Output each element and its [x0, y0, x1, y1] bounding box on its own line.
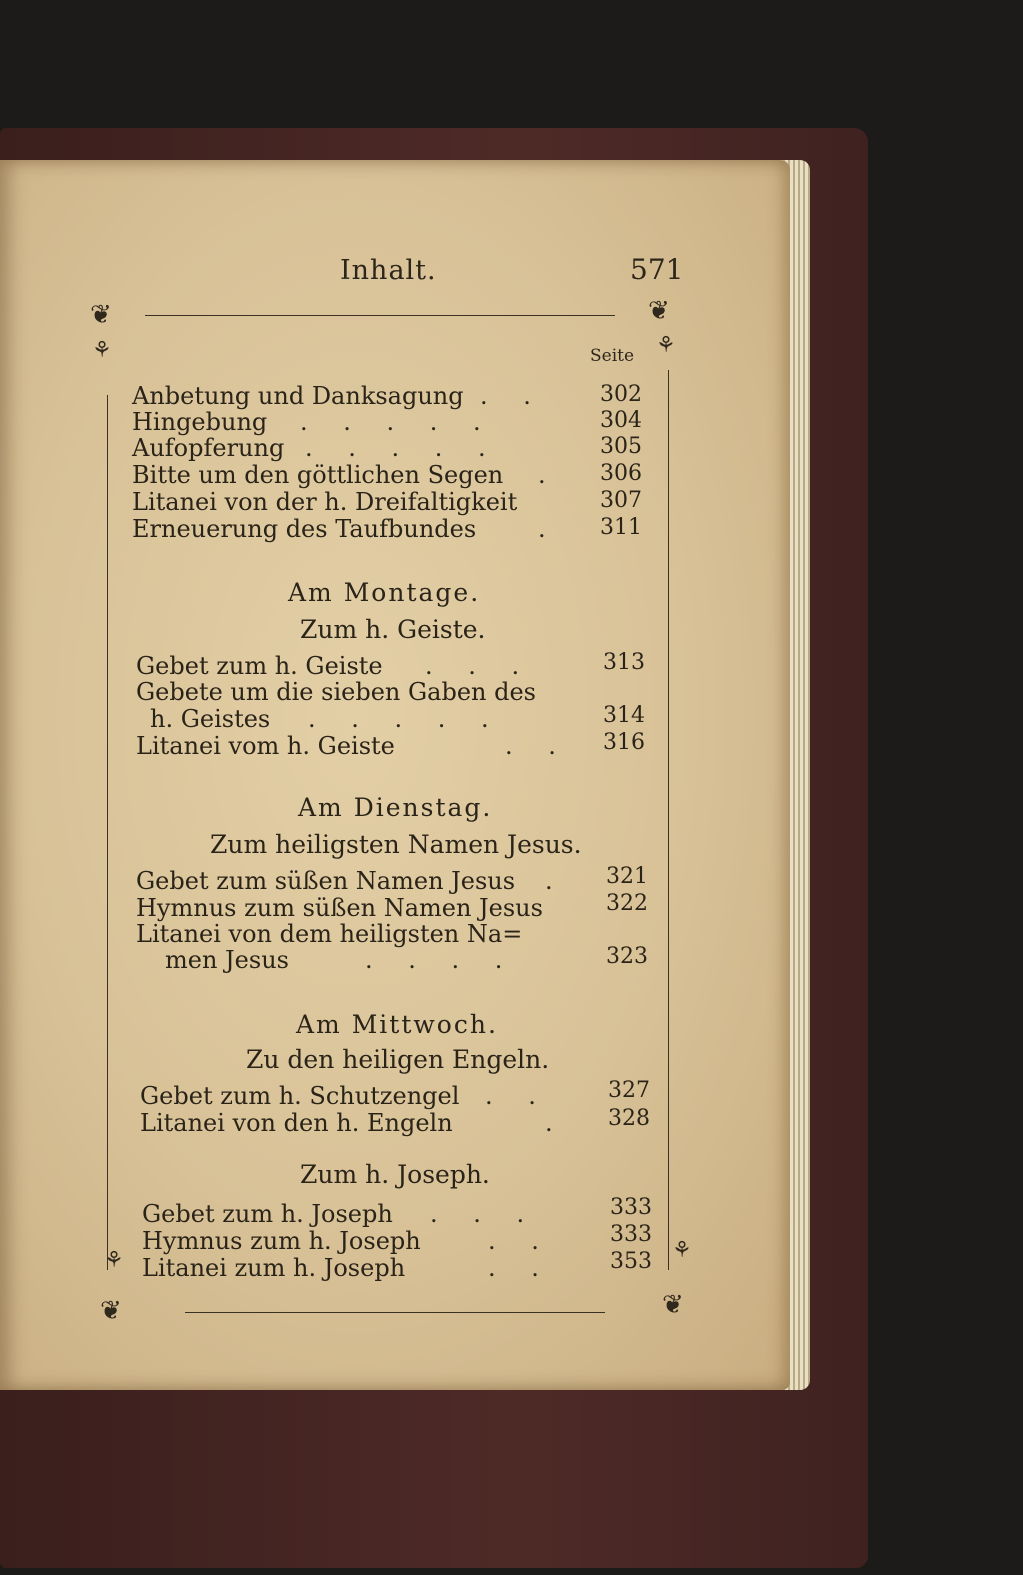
toc-entry-title: Gebet zum süßen Namen Jesus [136, 867, 516, 895]
section-subheading-montag: Zum h. Geiste. [300, 615, 486, 644]
vine-ornament-top-left-icon: ⚘ [92, 338, 112, 363]
toc-entry-title: Litanei von den h. Engeln [140, 1109, 453, 1137]
corner-ornament-top-right-icon: ❦ [648, 296, 670, 326]
toc-entry-page: 311 [600, 515, 642, 540]
toc-entry-page: 314 [603, 703, 645, 728]
toc-entry-title: Litanei zum h. Joseph [142, 1254, 406, 1282]
toc-entry-page: 333 [610, 1222, 652, 1247]
toc-entry-title: Litanei von der h. Dreifaltigkeit [132, 488, 518, 516]
toc-entry-page: 327 [608, 1078, 650, 1103]
toc-entry-page: 328 [608, 1106, 650, 1131]
toc-entry-page: 316 [603, 730, 645, 755]
toc-entry-title: Gebet zum h. Schutzengel [140, 1082, 460, 1110]
toc-entry-title: Hingebung [132, 408, 268, 436]
toc-entry-leader: . [545, 1109, 567, 1137]
toc-entry-leader: . . [505, 732, 570, 760]
running-title: Inhalt. [340, 255, 437, 286]
toc-entry-page: 304 [600, 408, 642, 433]
toc-entry-page: 321 [606, 864, 648, 889]
section-subheading-mittwoch: Zu den heiligen Engeln. [246, 1045, 550, 1074]
toc-entry-leader: . . . [425, 652, 534, 680]
toc-entry-page: 313 [603, 650, 645, 675]
frame-left-rule [107, 395, 108, 1270]
toc-entry-leader: . . . . . [300, 408, 495, 436]
toc-entry-leader: . . . . . [308, 705, 503, 733]
toc-entry-page: 322 [606, 891, 648, 916]
frame-bottom-rule [185, 1312, 605, 1313]
toc-entry-leader: . . . [430, 1200, 539, 1228]
toc-entry-title: Hymnus zum süßen Namen Jesus [136, 894, 543, 922]
toc-entry-leader: . . [488, 1227, 553, 1255]
toc-entry-title: Litanei von dem heiligsten Na= [136, 920, 523, 948]
section-subheading-dienstag: Zum heiligsten Namen Jesus. [210, 830, 582, 859]
toc-entry-page: 333 [610, 1195, 652, 1220]
toc-entry-leader: . . [485, 1082, 550, 1110]
toc-entry-title: Anbetung und Danksagung [132, 382, 464, 410]
corner-ornament-top-left-icon: ❦ [90, 300, 112, 330]
toc-entry-leader: . [538, 515, 560, 543]
vine-ornament-bottom-right-icon: ⚘ [672, 1238, 692, 1263]
toc-entry-title: Gebete um die sieben Gaben des [136, 678, 536, 706]
vine-ornament-bottom-left-icon: ⚘ [104, 1248, 124, 1273]
page-number: 571 [630, 253, 684, 286]
section-heading-montag: Am Montage. [288, 578, 481, 607]
vine-ornament-top-right-icon: ⚘ [656, 333, 676, 358]
toc-entry-title: Gebet zum h. Joseph [142, 1200, 393, 1228]
toc-entry-title: h. Geistes [150, 705, 271, 733]
toc-entry-leader: . [545, 867, 567, 895]
toc-entry-title: Bitte um den göttlichen Segen [132, 461, 504, 489]
toc-entry-title: men Jesus [165, 946, 289, 974]
running-head [0, 255, 790, 295]
toc-entry-leader: . . [488, 1254, 553, 1282]
corner-ornament-bottom-right-icon: ❦ [662, 1290, 684, 1320]
toc-entry-leader: . [538, 461, 560, 489]
frame-right-rule [668, 370, 669, 1270]
toc-entry-title: Erneuerung des Taufbundes [132, 515, 477, 543]
toc-entry-page: 306 [600, 461, 642, 486]
toc-entry-leader: . . [480, 382, 545, 410]
frame-top-rule [145, 315, 615, 316]
toc-entry-page: 323 [606, 944, 648, 969]
toc-entry-title: Litanei vom h. Geiste [136, 732, 395, 760]
toc-entry-page: 307 [600, 488, 642, 513]
toc-entry-leader: . . . . . [305, 434, 500, 462]
toc-entry-title: Gebet zum h. Geiste [136, 652, 383, 680]
toc-entry-title: Aufopferung [132, 434, 285, 462]
section-heading-mittwoch: Am Mittwoch. [296, 1010, 498, 1039]
toc-entry-leader: . . . . [365, 946, 517, 974]
corner-ornament-bottom-left-icon: ❦ [100, 1296, 122, 1326]
section-subheading-joseph: Zum h. Joseph. [300, 1160, 490, 1189]
section-heading-dienstag: Am Dienstag. [298, 793, 493, 822]
toc-entry-title: Hymnus zum h. Joseph [142, 1227, 421, 1255]
page-column-label: Seite [590, 346, 635, 366]
toc-entry-page: 305 [600, 434, 642, 459]
toc-entry-page: 302 [600, 382, 642, 407]
toc-entry-page: 353 [610, 1249, 652, 1274]
